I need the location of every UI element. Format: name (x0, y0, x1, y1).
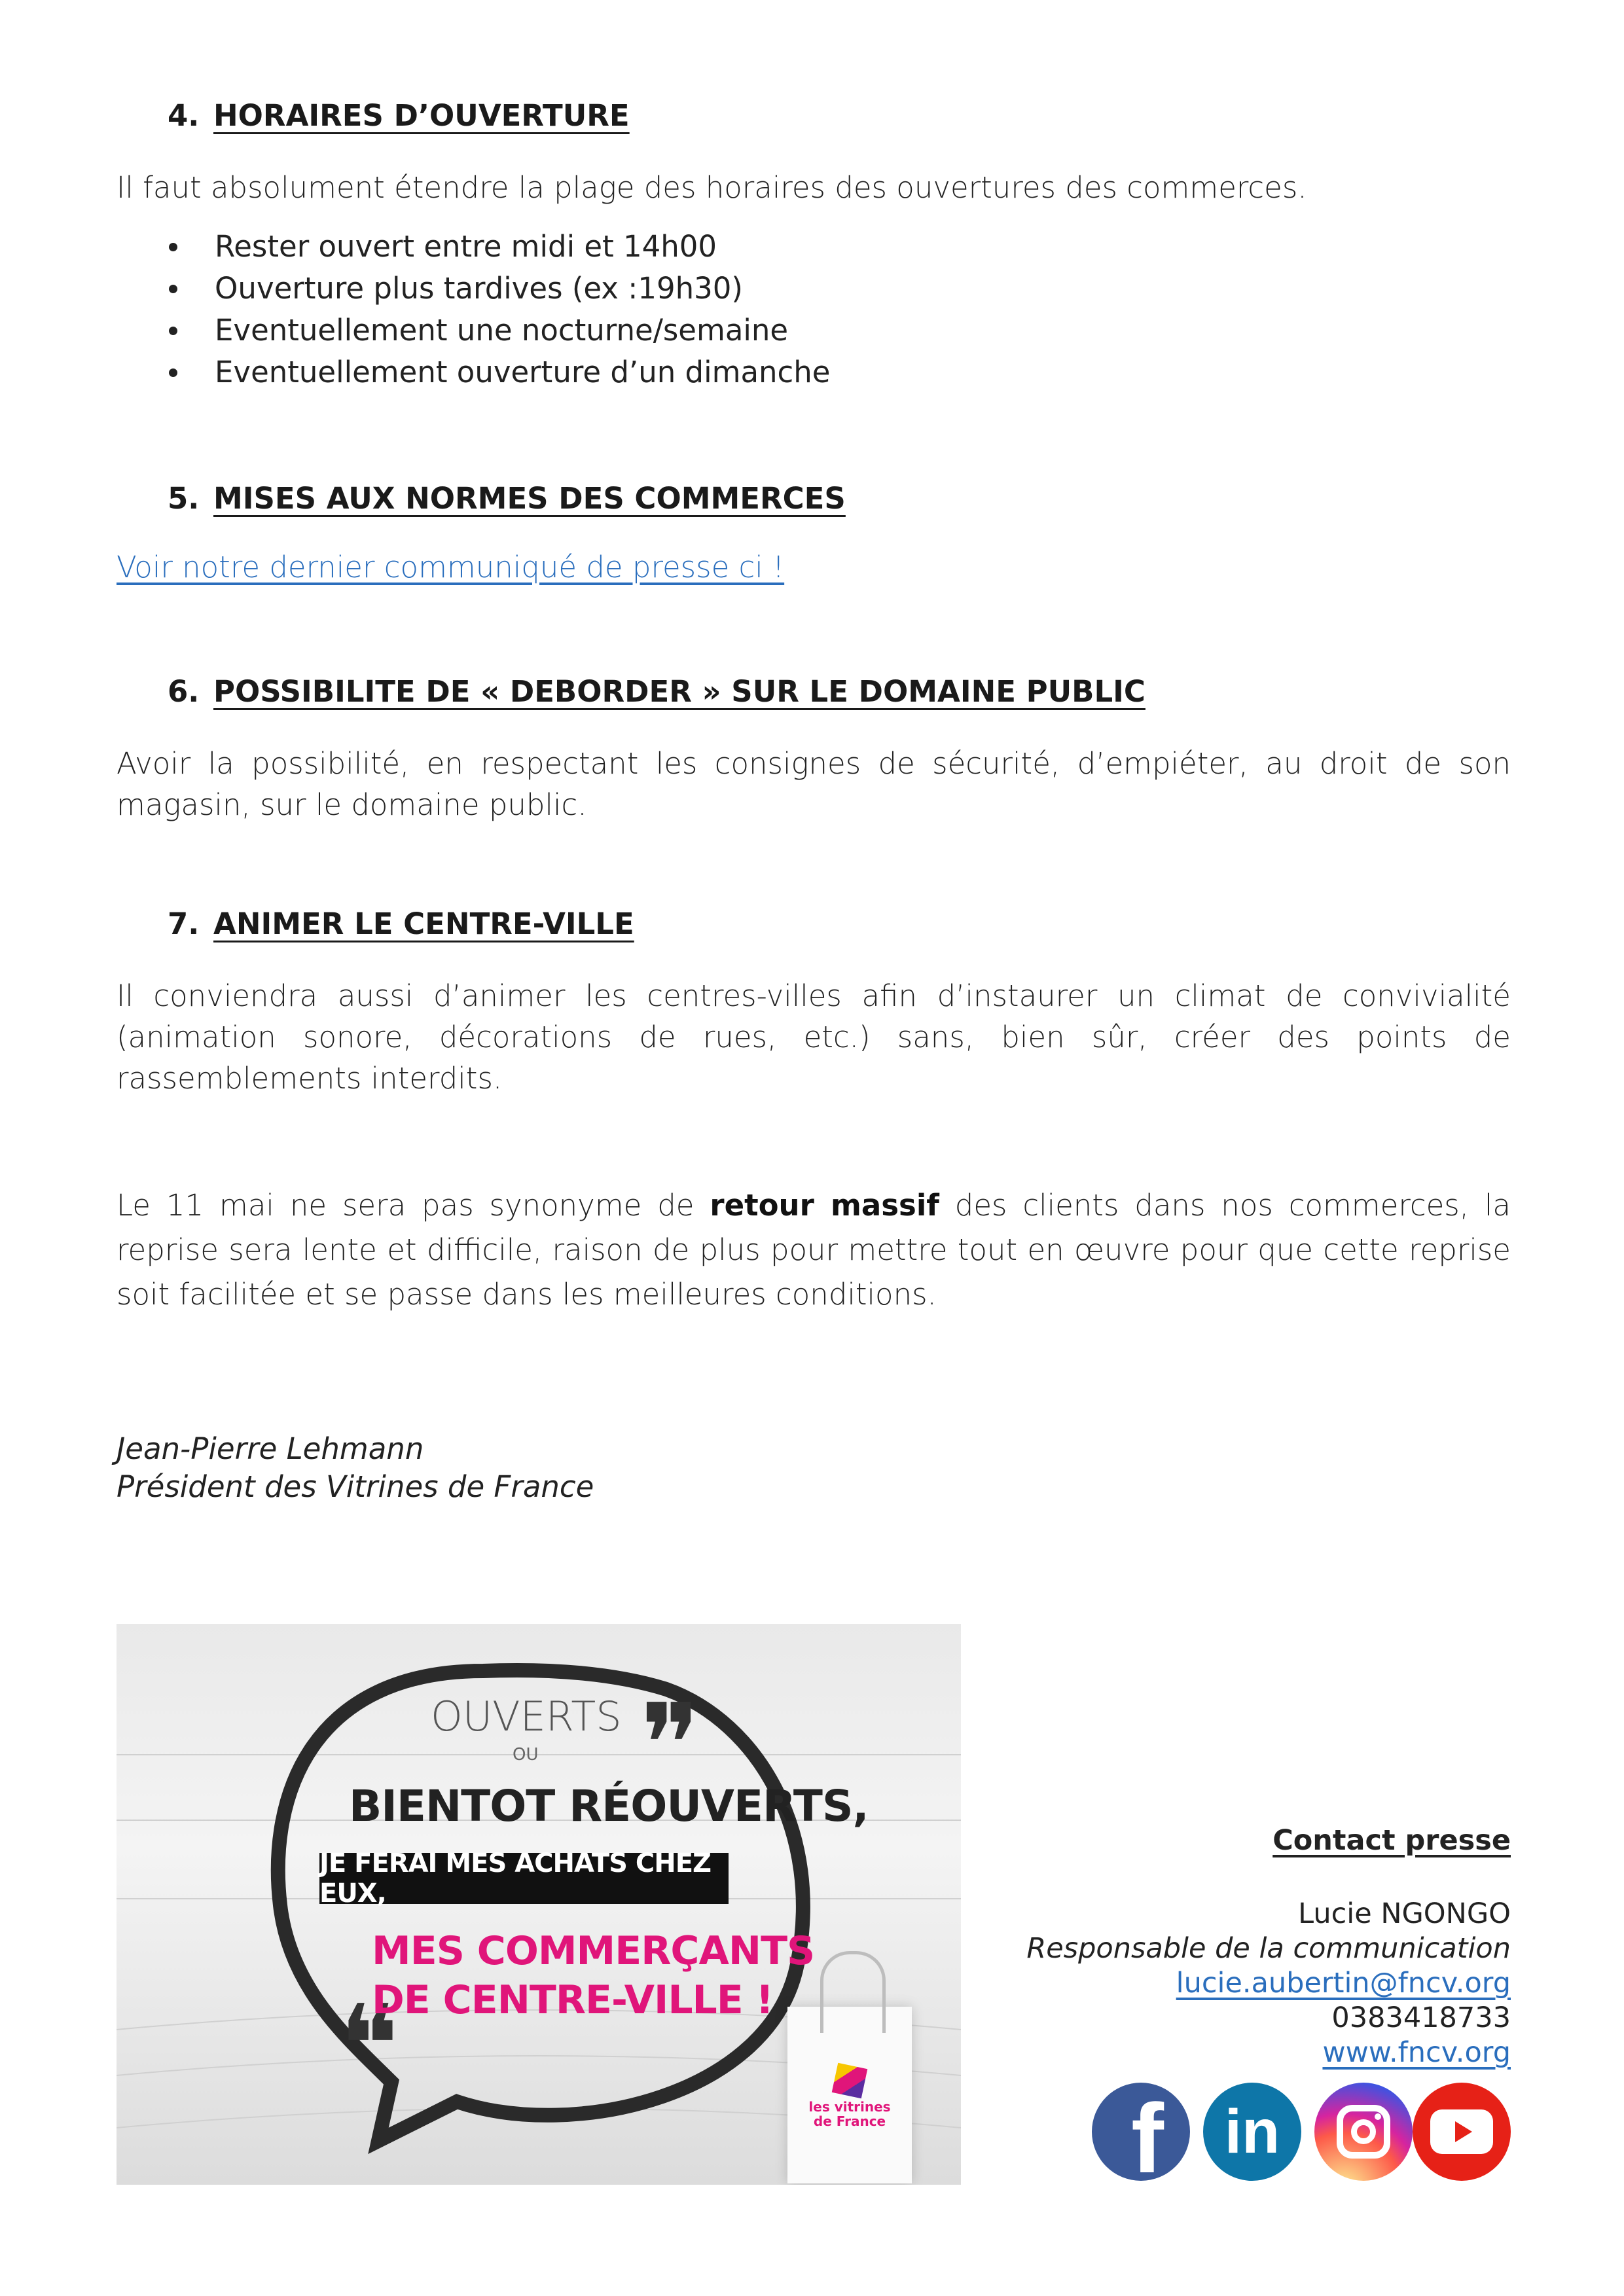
contact-name: Lucie NGONGO (1298, 1897, 1511, 1930)
facebook-icon[interactable]: f (1092, 2083, 1190, 2181)
youtube-icon[interactable] (1413, 2083, 1511, 2181)
list-item: Ouverture plus tardives (ex :19h30) (117, 268, 831, 310)
section-4-list (117, 226, 831, 393)
bullet-icon (169, 285, 177, 293)
contact-phone: 0383418733 (1331, 2001, 1511, 2034)
bullet-icon (169, 327, 177, 335)
contact-email-link[interactable]: lucie.aubertin@fncv.org (1176, 1967, 1511, 2000)
signature-role: Président des Vitrines de France (117, 1469, 594, 1504)
section-7-heading: 7. ANIMER LE CENTRE-VILLE (168, 906, 634, 941)
poster-line-4: MES COMMERÇANTS (372, 1928, 815, 1974)
bullet-icon (169, 243, 177, 251)
poster-line-2: OU (513, 1745, 539, 1765)
section-5-heading: 5. MISES AUX NORMES DES COMMERCES (168, 481, 846, 516)
signature-name: Jean-Pierre Lehmann (117, 1431, 424, 1466)
section-6-text: Avoir la possibilité, en respectant les consignes de sécurité, d’empiéter, au droit de son magasin, sur le domaine public. (117, 746, 1511, 822)
bag-handle-icon (820, 1951, 886, 2033)
poster-line-5: DE CENTRE-VILLE ! (372, 1977, 774, 2023)
linkedin-icon[interactable]: in (1203, 2083, 1301, 2181)
contact-role: Responsable de la communication (1026, 1932, 1511, 1965)
section-4-intro: Il faut absolument étendre la plage des horaires des ouvertures des commerces. (117, 170, 1307, 205)
poster-band: JE FERAI MES ACHATS CHEZ EUX, (319, 1853, 729, 1904)
conclusion-paragraph: Le 11 mai ne sera pas synonyme de retour massif des clients dans nos commerces, la reprise sera lente et difficile, raison de plus pour mettre tout en œuvre pour que cette reprise soit facilitée et se passe dans les meilleures conditions. (117, 1188, 1511, 1312)
bag-logo: les vitrines de France (807, 2066, 892, 2128)
bullet-icon (169, 368, 177, 377)
instagram-icon[interactable] (1314, 2083, 1413, 2181)
list-item: Rester ouvert entre midi et 14h00 (117, 226, 831, 268)
poster-line-3: BIENTOT RÉOUVERTS, (349, 1781, 869, 1831)
bag-logo-mark-icon (832, 2063, 868, 2099)
poster-line-1: OUVERTS (431, 1693, 622, 1740)
poster-quote-open-icon: ❞ (640, 1680, 700, 1810)
contact-heading: Contact presse (1272, 1824, 1511, 1857)
list-item: Eventuellement ouverture d’un dimanche (117, 351, 831, 393)
section-4-heading: 4. HORAIRES D’OUVERTURE (168, 98, 630, 133)
list-item: Eventuellement une nocturne/semaine (117, 310, 831, 351)
section-7-text: Il conviendra aussi d’animer les centres-villes afin d’instaurer un climat de convivialité (animation sonore, décorations de rues, etc.) sans, bien sûr, créer des points de rassemblements interdits. (117, 978, 1511, 1096)
section-6-heading: 6. POSSIBILITE DE « DEBORDER » SUR LE DOMAINE PUBLIC (168, 674, 1146, 709)
press-release-link[interactable]: Voir notre dernier communiqué de presse ci ! (117, 550, 785, 584)
campaign-poster (117, 1624, 961, 2185)
poster-quote-close-icon: ❝ (339, 1981, 399, 2111)
shopping-bag (787, 2007, 912, 2183)
website-link[interactable]: www.fncv.org (1322, 2036, 1511, 2069)
